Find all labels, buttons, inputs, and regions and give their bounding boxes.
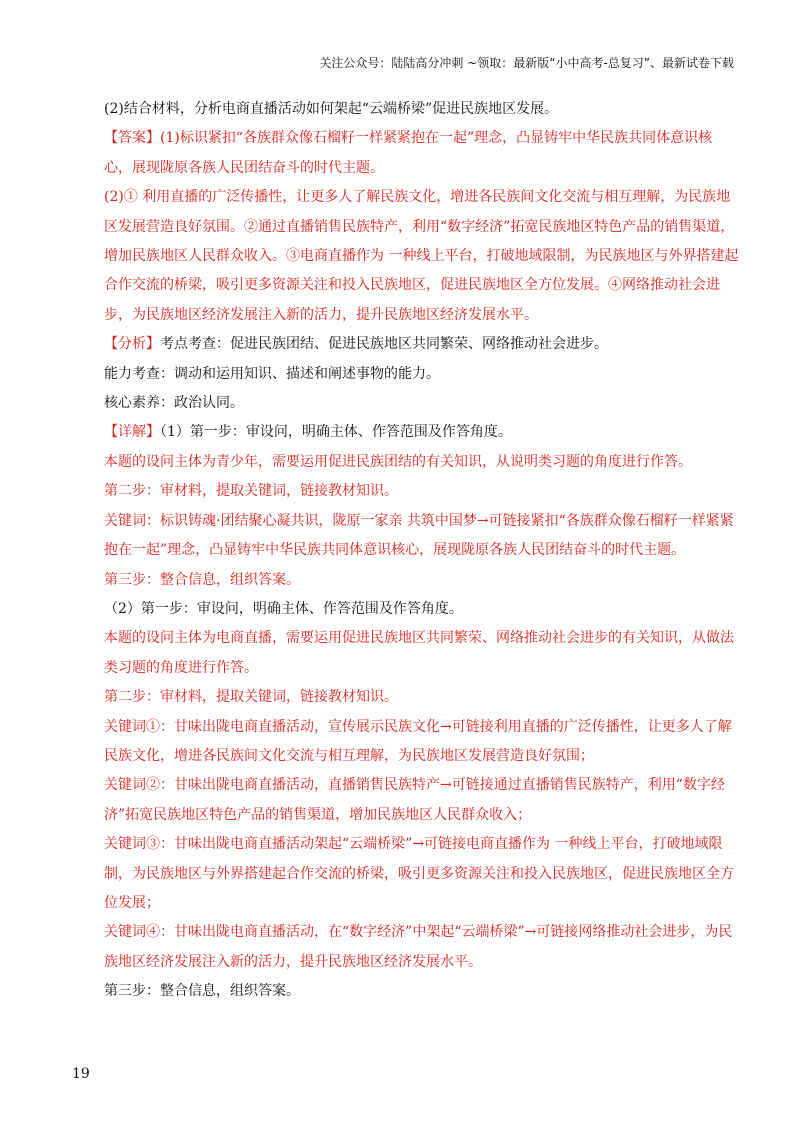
analysis-paragraph — [104, 330, 740, 359]
analysis-text: 考点考查：促进民族团结、促进民族地区共同繁荣、网络推动社会进步。 — [160, 336, 608, 353]
detail-line-2: 第二步：审材料，提取关键词，链接教材知识。 — [104, 483, 398, 500]
answer-part-1-text: (1)标识紧扣“各族群众像石榴籽一样紧紧抱在一起”理念，凸显铸牢中华民族共同体意识核心，展现陇原各族人民团结奋斗的时代主题。 — [104, 130, 713, 176]
detail-line-7: 第二步：审材料，提取关键词，链接教材知识。 — [104, 689, 398, 706]
page-number: 19 — [72, 1066, 90, 1082]
question-text: (2)结合材料，分析电商直播活动如何架起“云端桥梁”促进民族地区发展。 — [104, 101, 559, 117]
detail-first-line — [104, 418, 740, 447]
answer-part-2: (2)① 利用直播的广泛传播性，让更多人了解民族文化，增进各民族间文化交流与相互理解，为民族地区发展营造良好氛围。②通过直播销售民族特产，利用“数字经济”拓宽民族地区特色产品的销售渠道，增加民族地区人民群众收入。③电商直播作为 一种线上平台，打破地域限制，为民族地区与外界搭建起合作交流的桥梁，吸引更多资源关注和投入民族地区，促进民族地区全方位发展。④网络推动社会进步，为民族地区经济发展注入新的活力，提升民族地区经济发展水平。 — [104, 189, 739, 323]
answer-part-1 — [104, 124, 740, 183]
detail-line-12: 第三步：整合信息，组织答案。 — [104, 983, 300, 1000]
detail-line-3: 关键词：标识铸魂·团结聚心凝共识，陇原一家亲 共筑中国梦→可链接紧扣“各族群众像石榴籽一样紧紧抱在一起”理念，凸显铸牢中华民族共同体意识核心，展现陇原各族人民团结奋斗的时代主题。 — [104, 512, 734, 559]
analysis-literacy: 核心素养：政治认同。 — [104, 395, 244, 412]
detail-line-9: 关键词②：甘味出陇电商直播活动，直播销售民族特产→可链接通过直播销售民族特产，利用“数字经济”拓宽民族地区特色产品的销售渠道，增加民族地区人民群众收入； — [104, 777, 725, 823]
detail-line-10: 关键词③：甘味出陇电商直播活动架起“云端桥梁”→可链接电商直播作为 一种线上平台，打破地域限制，为民族地区与外界搭建起合作交流的桥梁，吸引更多资源关注和投入民族地区，促进民族地区全方位发展； — [104, 836, 734, 911]
detail-line-8: 关键词①：甘味出陇电商直播活动，宣传展示民族文化→可链接利用直播的广泛传播性，让更多人了解民族文化，增进各民族间文化交流与相互理解，为民族地区发展营造良好氛围； — [104, 718, 732, 764]
analysis-tag: 【分析】 — [104, 336, 160, 353]
detail-line-4: 第三步：整合信息，组织答案。 — [104, 571, 300, 588]
detail-tag: 【详解】 — [104, 424, 160, 441]
document-body — [104, 95, 740, 1007]
detail-line-1: 本题的设问主体为青少年，需要运用促进民族团结的有关知识，从说明类习题的角度进行作答。 — [104, 453, 692, 470]
page-header: 关注公众号：陆陆高分冲刺 ~领取：最新版“小中高考-总复习”、最新试卷下载 — [319, 56, 734, 70]
answer-tag: 【答案】 — [104, 130, 160, 147]
analysis-ability: 能力考查：调动和运用知识、描述和阐述事物的能力。 — [104, 365, 440, 382]
detail-line-5: （2）第一步：审设问，明确主体、作答范围及作答角度。 — [104, 600, 463, 617]
detail-line-0: （1）第一步：审设问，明确主体、作答范围及作答角度。 — [160, 424, 512, 441]
detail-line-11: 关键词④：甘味出陇电商直播活动，在“数字经济”中架起“云端桥梁”→可链接网络推动社会进步，为民族地区经济发展注入新的活力，提升民族地区经济发展水平。 — [104, 924, 733, 970]
detail-line-6: 本题的设问主体为电商直播，需要运用促进民族地区共同繁荣、网络推动社会进步的有关知识，从做法类习题的角度进行作答。 — [104, 630, 734, 676]
